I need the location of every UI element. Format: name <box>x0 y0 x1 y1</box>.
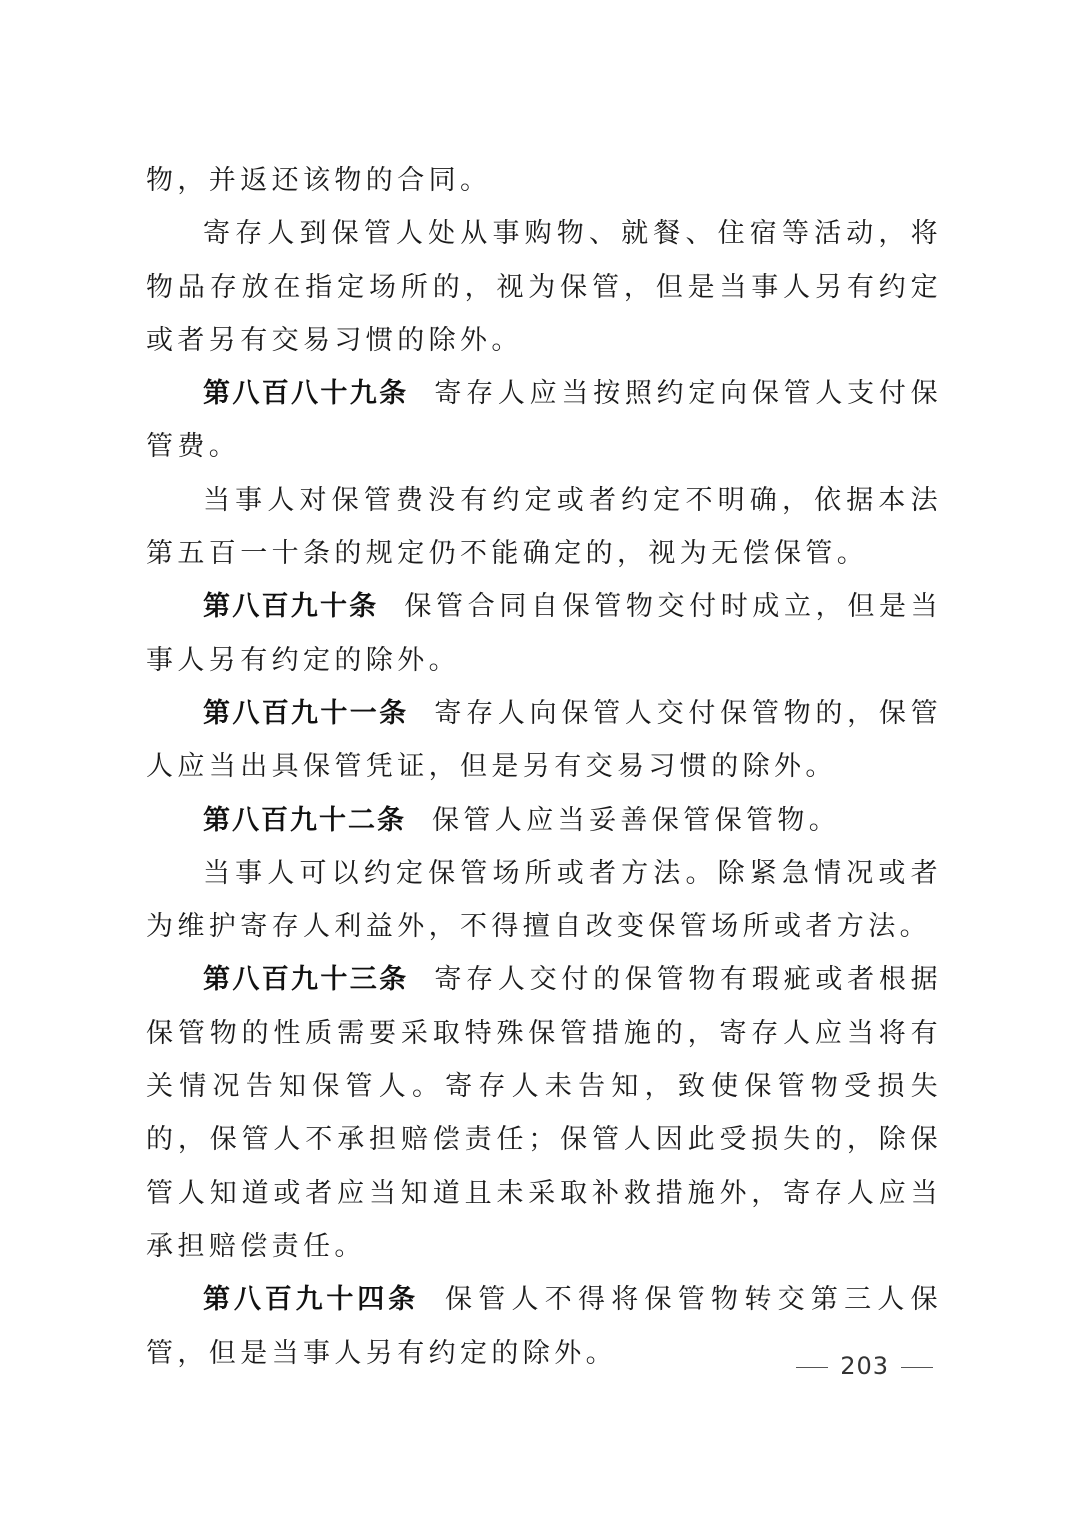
article-889 <box>146 367 942 474</box>
article-number: 第八百九十三条 <box>203 964 409 996</box>
paragraph-text: 当事人对保管费没有约定或者约定不明确，依据本法第五百一十条的规定仍不能确定的，视为无偿保管。 <box>146 484 942 570</box>
paragraph-4 <box>146 474 942 581</box>
dash-left <box>796 1367 828 1368</box>
paragraph-1 <box>146 154 942 207</box>
paragraph-text: 寄存人到保管人处从事购物、就餐、住宿等活动，将物品存放在指定场所的，视为保管，但是当事人另有约定或者另有交易习惯的除外。 <box>146 218 942 356</box>
dash-right <box>901 1367 933 1368</box>
paragraph-text: 保管人不得将保管物转交第三人保管，但是当事人另有约定的除外。 <box>146 1284 942 1369</box>
paragraph-2 <box>146 207 942 367</box>
body-text <box>146 154 942 1380</box>
paragraph-text: 保管人应当妥善保管保管物。 <box>432 804 841 836</box>
paragraph-text: 寄存人应当按照约定向保管人支付保管费。 <box>146 378 942 463</box>
article-number: 第八百九十条 <box>203 591 379 623</box>
paragraph-8 <box>146 847 942 954</box>
article-number: 第八百八十九条 <box>203 378 409 410</box>
article-891 <box>146 687 942 794</box>
paragraph-text: 寄存人向保管人交付保管物的，保管人应当出具保管凭证，但是另有交易习惯的除外。 <box>146 697 942 783</box>
article-892 <box>146 794 942 847</box>
article-number: 第八百九十一条 <box>203 697 409 729</box>
paragraph-text: 寄存人交付的保管物有瑕疵或者根据保管物的性质需要采取特殊保管措施的，寄存人应当将有关情况告知保管人。寄存人未告知，致使保管物受损失的，保管人不承担赔偿责任；保管人因此受损失的，除保管人知道或者应当知道且未采取补救措施外，寄存人应当承担赔偿责任。 <box>146 964 942 1262</box>
article-number: 第八百九十四条 <box>203 1284 419 1316</box>
paragraph-text: 物，并返还该物的合同。 <box>146 165 492 196</box>
article-number: 第八百九十二条 <box>203 804 406 836</box>
article-893 <box>146 953 942 1273</box>
article-890 <box>146 580 942 687</box>
page-number <box>0 1352 1080 1380</box>
page-number-value: 203 <box>840 1352 889 1380</box>
paragraph-text: 当事人可以约定保管场所或者方法。除紧急情况或者为维护寄存人利益外，不得擅自改变保管场所或者方法。 <box>146 857 942 943</box>
paragraph-text: 保管合同自保管物交付时成立，但是当事人另有约定的除外。 <box>146 591 942 676</box>
